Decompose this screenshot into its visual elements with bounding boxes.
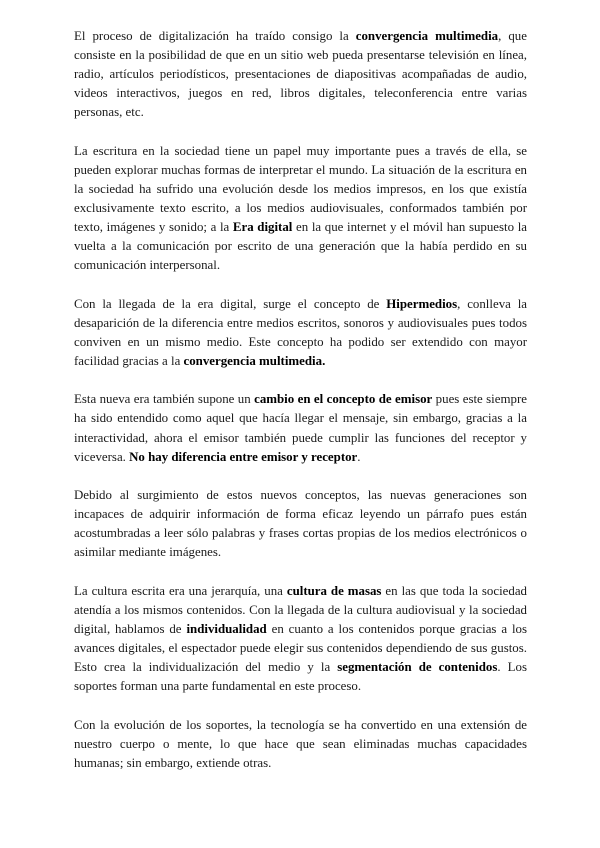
bold-term: Era digital [232, 220, 293, 235]
text-run: . Los soportes forman una parte fundamental en este proceso. [74, 660, 527, 694]
bold-term: segmentación de contenidos [337, 660, 498, 675]
text-run: . [357, 449, 361, 464]
text-run: Debido al surgimiento de estos nuevos conceptos, las nuevas generaciones son incapaces de adquirir información de forma eficaz leyendo un párrafo pues están acostumbradas a leer sólo palabras y frases cortas propias de los medios electrónicos o asimilar mediante imágenes. [74, 488, 527, 560]
text-run: pues este siempre ha sido entendido como aquel que hacía llegar el mensaje, sin embargo, gracias a la interactividad, ahora el emisor también puede cumplir las funciones del receptor y viceversa. [74, 392, 527, 464]
bold-term: No hay diferencia entre emisor y receptor [129, 449, 358, 464]
text-run: en la que internet y el móvil han supuesto la vuelta a la comunicación por escrito de una generación que la había perdido en su comunicación interpersonal. [74, 220, 527, 273]
paragraph [74, 486, 527, 562]
text-run: Con la llegada de la era digital, surge el concepto de [74, 296, 387, 311]
bold-term: cambio en el concepto de emisor [254, 392, 433, 407]
bold-term: convergencia multimedia. [183, 354, 326, 368]
document-body [74, 27, 527, 792]
bold-term: Hipermedios [386, 296, 458, 311]
text-run: Esta nueva era también supone un [74, 392, 255, 407]
paragraph [74, 295, 527, 371]
text-run: en las que toda la sociedad atendía a los mismos contenidos. Con la llegada de la cultura audiovisual y la sociedad digital, hablamos de [74, 583, 527, 636]
text-run: La escritura en la sociedad tiene un papel muy importante pues a través de ella, se pueden explorar muchas formas de interpretar el mundo. La situación de la escritura en la sociedad ha sufrido una evolución desde los medios impresos, en los que existía exclusivamente texto escrito, a los medios audiovisuales, conformados también por texto, imágenes y sonido; a la [74, 143, 527, 235]
bold-term: individualidad [186, 621, 267, 636]
paragraph [74, 582, 527, 697]
paragraph [74, 390, 527, 466]
text-run: en cuanto a los contenidos porque gracias a los avances digitales, el espectador puede elegir sus contenidos dependiendo de sus gustos. Esto crea la individualización del medio y la [74, 621, 527, 675]
text-run: El proceso de digitalización ha traído consigo la [74, 29, 356, 43]
text-run: , conlleva la desaparición de la diferencia entre medios escritos, sonoros y audiovisuales pues todos conviven en un mismo medio. Este concepto ha podido ser extendido con mayor facilidad gracias a la [74, 296, 527, 368]
text-run: Con la evolución de los soportes, la tecnología se ha convertido en una extensión de nuestro cuerpo o mente, lo que hace que sean eliminadas muchas capacidades humanas; sin embargo, extiende otras. [74, 717, 527, 770]
text-run: La cultura escrita era una jerarquía, una [74, 583, 287, 598]
paragraph [74, 27, 527, 122]
text-run: , que consiste en la posibilidad de que en un sitio web pueda presentarse televisión en línea, radio, artículos periodísticos, presentaciones de diapositivas acompañadas de audio, videos interactivos, juegos en red, libros digitales, teleconferencia entre varias personas, etc. [74, 29, 527, 120]
paragraph [74, 142, 527, 276]
paragraph [74, 716, 527, 773]
bold-term: cultura de masas [286, 583, 382, 598]
bold-term: convergencia multimedia [355, 29, 499, 43]
